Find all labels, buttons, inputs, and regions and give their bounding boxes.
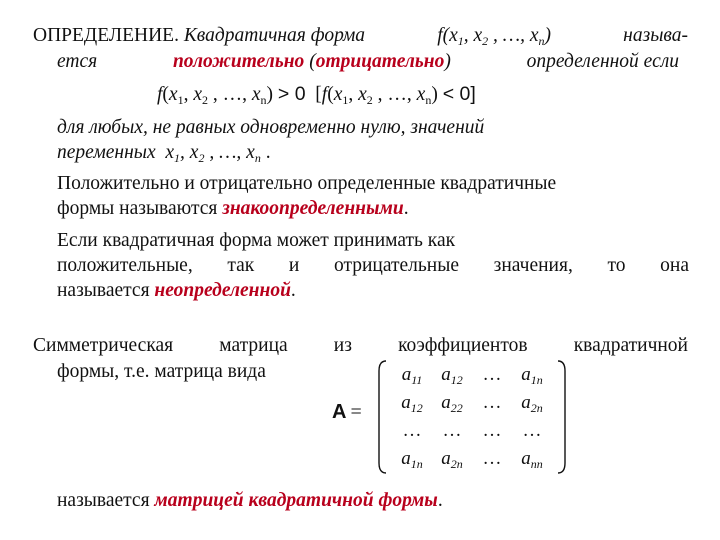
matrix-cell: $a_{1n}$: [401, 448, 423, 471]
definition-title: ОПРЕДЕЛЕНИЕ. Квадратичная форма: [33, 25, 366, 46]
called-word-part2: ется: [57, 51, 98, 72]
called-word-part1: называ-: [623, 25, 688, 46]
paragraph2-line-1: Положительно и отрицательно определенные квадратичные: [57, 173, 557, 194]
matrix-row: [392, 361, 552, 389]
left-bracket: [376, 359, 390, 475]
matrix-cell: $a_{nn}$: [521, 448, 543, 471]
definition-line-4: для любых, не равных одновременно нулю, значений: [57, 117, 485, 138]
matrix-row: [392, 389, 552, 417]
matrix-cell: …: [402, 420, 422, 441]
matrix-cell: …: [482, 448, 502, 469]
paragraph2-line-2: формы называются знакоопределенными.: [57, 198, 409, 219]
form-name: Квадратичная форма: [183, 25, 366, 46]
matrix-cell: $a_{22}$: [441, 392, 463, 415]
matrix-cell: $a_{12}$: [401, 392, 423, 415]
paragraph3-line-3: называется неопределенной.: [57, 280, 296, 301]
definition-line-1: [33, 24, 688, 48]
matrix-cell: $a_{11}$: [401, 364, 423, 387]
coefficient-matrix: [332, 355, 572, 480]
matrix-row: [392, 417, 552, 445]
matrix-cell: …: [442, 420, 462, 441]
right-bracket: [554, 359, 568, 475]
matrix-cell: $a_{1n}$: [521, 364, 543, 387]
matrix-cell: $a_{12}$: [441, 364, 463, 387]
matrix-row: [392, 445, 552, 473]
matrix-cell: $a_{2n}$: [521, 392, 543, 415]
matrix-cell: $a_{2n}$: [441, 448, 463, 471]
quadratic-form-expression: $f(x_1$, $x_2$ , …, $x_n$): [437, 25, 552, 48]
paragraph3-line-2: положительные, так и отрицательные значения, то она: [57, 255, 689, 276]
paragraph4-line-2: формы, т.е. матрица вида: [57, 361, 266, 382]
matrix-term: матрицей квадратичной формы: [154, 490, 438, 511]
footer-line: называется матрицей квадратичной формы.: [57, 490, 443, 511]
defined-if-text: определенной если: [526, 51, 679, 72]
positively-term: положительно: [172, 51, 305, 72]
paragraph3-line-1: Если квадратичная форма может принимать как: [57, 230, 456, 251]
matrix-cell: …: [482, 420, 502, 441]
matrix-cell: …: [482, 392, 502, 413]
matrix-cell: …: [482, 364, 502, 385]
positively-negatively: положительно (отрицательно): [172, 51, 451, 72]
matrix-grid: [392, 361, 552, 473]
inequality-line: $f(x_1$, $x_2$ , …, $x_n) > 0$ [$f(x_1$, $x_2$ , …, $x_n) < 0$]: [157, 83, 476, 107]
matrix-label: A =: [332, 401, 362, 423]
negatively-term: отрицательно: [315, 51, 445, 72]
definition-line-5: переменных $x_1$, $x_2$ , …, $x_n$ .: [57, 142, 271, 165]
paragraph4-line-1: Симметрическая матрица из коэффициентов квадратичной: [33, 335, 688, 356]
sign-definite-term: знакоопределенными: [222, 198, 404, 219]
definition-line-2: [57, 50, 679, 74]
matrix-cell: …: [522, 420, 542, 441]
indefinite-term: неопределенной: [154, 280, 291, 301]
